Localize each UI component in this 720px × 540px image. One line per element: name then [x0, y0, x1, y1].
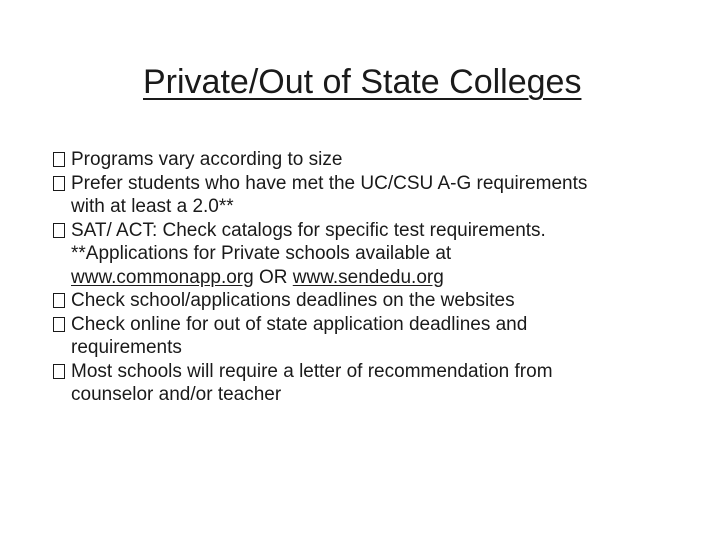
commonapp-link[interactable]: www.commonapp.org — [71, 266, 254, 288]
bullet-item — [53, 289, 693, 313]
bullet-text: Most schools will require a letter of recommendation from — [71, 360, 553, 382]
bullet-text: **Applications for Private schools available at — [71, 243, 452, 264]
bullet-item — [53, 313, 693, 360]
square-bullet-icon — [53, 293, 65, 308]
bullet-text: counselor and/or teacher — [71, 384, 282, 405]
bullet-item — [53, 148, 693, 172]
sendedu-link[interactable]: www.sendedu.org — [292, 266, 444, 288]
link-line — [71, 266, 693, 290]
bullet-item — [53, 172, 693, 219]
square-bullet-icon — [53, 176, 65, 191]
bullet-item — [53, 360, 693, 407]
bullet-text: Programs vary according to size — [71, 149, 343, 170]
slide-title: Private/Out of State Colleges — [143, 63, 582, 101]
bullet-text: with at least a 2.0** — [71, 196, 234, 217]
square-bullet-icon — [53, 223, 65, 238]
bullet-text: Check online for out of state application deadlines and — [71, 313, 528, 335]
bullet-list — [53, 148, 693, 407]
bullet-item — [53, 219, 693, 290]
bullet-text: Check school/applications deadlines on the websites — [71, 290, 515, 311]
bullet-text: Prefer students who have met the UC/CSU A-G requirements — [71, 172, 588, 194]
square-bullet-icon — [53, 364, 65, 379]
square-bullet-icon — [53, 317, 65, 332]
square-bullet-icon — [53, 152, 65, 167]
bullet-text: requirements — [71, 337, 182, 358]
link-separator: OR — [253, 266, 293, 288]
bullet-text: SAT/ ACT: Check catalogs for specific test requirements. — [71, 219, 546, 241]
